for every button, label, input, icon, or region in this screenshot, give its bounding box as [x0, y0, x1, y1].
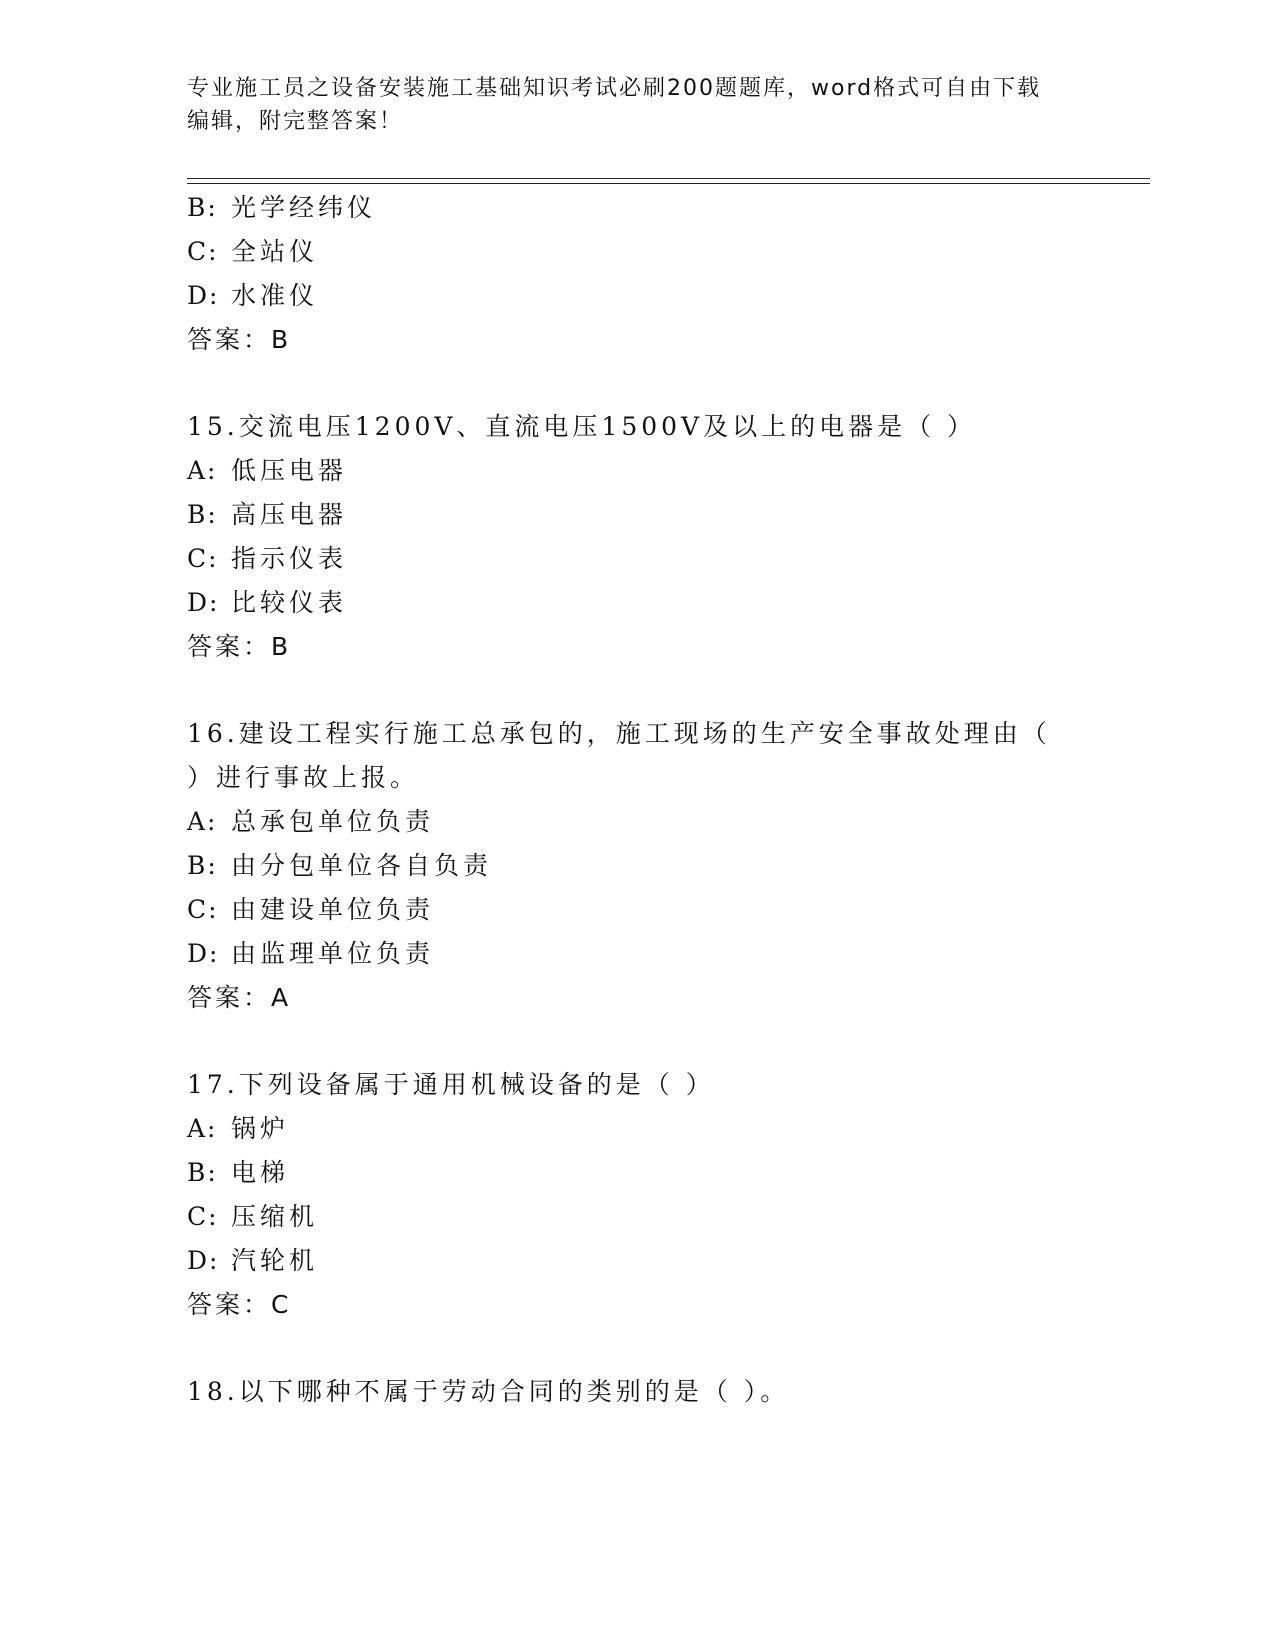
header-line-1: 专业施工员之设备安装施工基础知识考试必刷200题题库，word格式可自由下载 [187, 76, 1042, 101]
q15-option-b: B: 高压电器 [187, 500, 348, 529]
q15-question: 15.交流电压1200V、直流电压1500V及以上的电器是（ ） [187, 412, 977, 441]
q14-option-c: C: 全站仪 [187, 237, 319, 266]
q17-option-c: C: 压缩机 [187, 1202, 319, 1231]
q14-answer: 答案：B [187, 325, 292, 354]
q15-option-d: D: 比较仪表 [187, 588, 348, 617]
q16-option-c: C: 由建设单位负责 [187, 895, 435, 924]
q16-answer: 答案：A [187, 983, 292, 1012]
q15-option-a: A: 低压电器 [187, 456, 348, 485]
q16-option-a: A: 总承包单位负责 [187, 807, 435, 836]
q17-answer: 答案：C [187, 1290, 292, 1319]
q17-option-d: D: 汽轮机 [187, 1246, 319, 1275]
q14-option-b: B: 光学经纬仪 [187, 193, 377, 222]
document-header [187, 72, 1067, 138]
q16-question-line-2: ）进行事故上报。 [187, 763, 420, 792]
q18-question: 18.以下哪种不属于劳动合同的类别的是（ ）。 [187, 1377, 790, 1406]
q16-option-b: B: 由分包单位各自负责 [187, 851, 493, 880]
header-rule-bottom [187, 183, 1150, 184]
q16-question-line-1: 16.建设工程实行施工总承包的，施工现场的生产安全事故处理由（ [187, 719, 1051, 748]
q15-option-c: C: 指示仪表 [187, 544, 348, 573]
q17-question: 17.下列设备属于通用机械设备的是（ ） [187, 1070, 715, 1099]
q14-option-d: D: 水准仪 [187, 281, 319, 310]
q15-answer: 答案：B [187, 632, 292, 661]
q17-option-a: A: 锅炉 [187, 1114, 290, 1143]
q17-option-b: B: 电梯 [187, 1158, 290, 1187]
q16-option-d: D: 由监理单位负责 [187, 939, 435, 968]
header-rule-top [187, 178, 1150, 179]
header-line-2: 编辑，附完整答案！ [187, 109, 404, 134]
